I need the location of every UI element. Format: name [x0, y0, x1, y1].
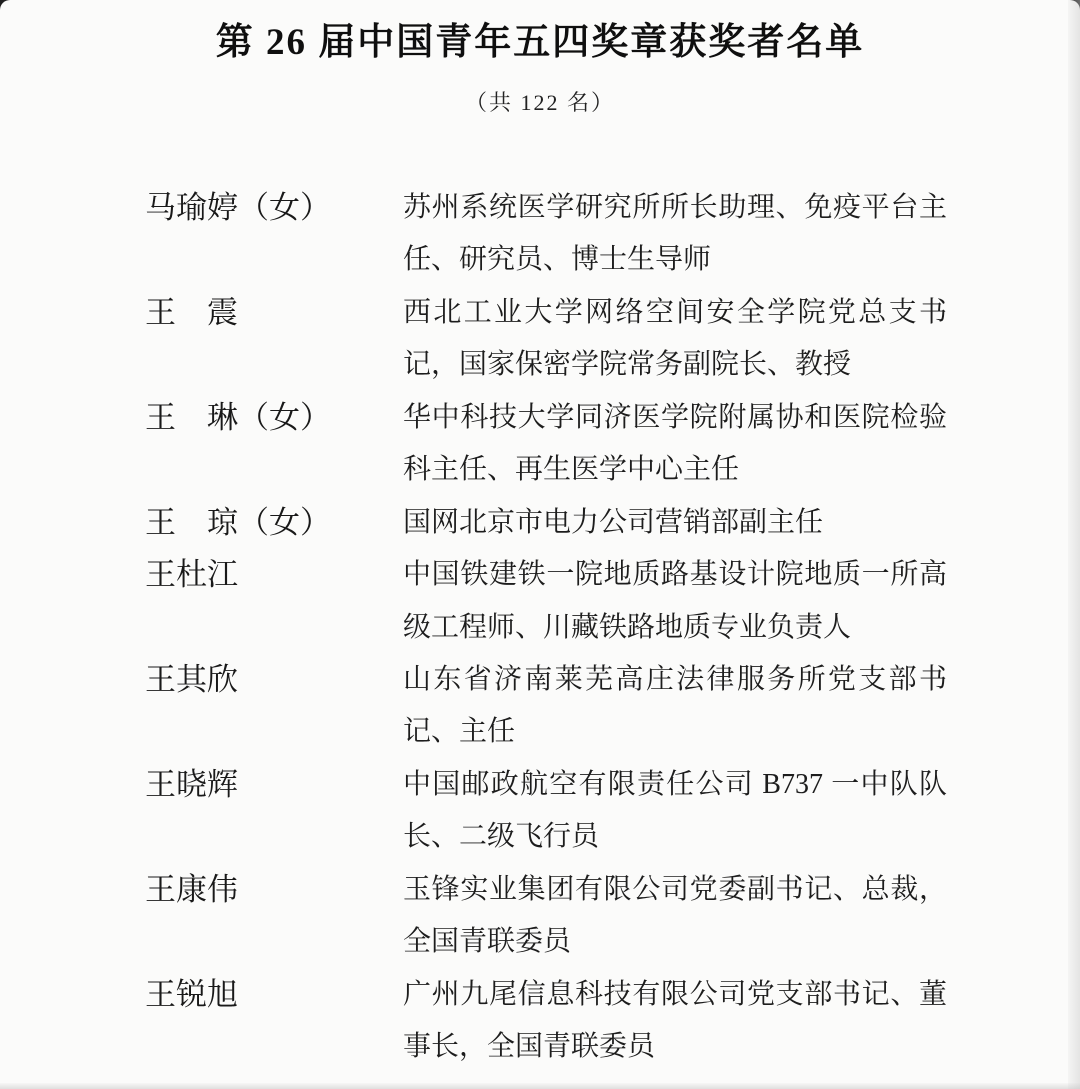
winner-description [403, 287, 947, 392]
winner-description-line: 山东省济南莱芜高庄法律服务所党支部书 [403, 663, 947, 695]
winners-list [145, 182, 947, 1073]
winner-entry [145, 549, 947, 654]
winner-description [403, 969, 947, 1074]
page-title: 第 26 届中国青年五四奖章获奖者名单 [215, 22, 865, 63]
winner-entry [145, 969, 947, 1074]
winner-name: 王其欣 [145, 661, 238, 697]
winner-description-line: 长、二级飞行员 [403, 821, 600, 853]
winner-description-line: 事长，全国青联委员 [403, 1031, 656, 1063]
winner-description-line: 苏州系统医学研究所所长助理、免疫平台主 [403, 192, 947, 223]
winner-description-line: 玉锋实业集团有限公司党委副书记、总裁， [403, 873, 947, 905]
winner-description [403, 864, 947, 969]
scan-edge-bottom [0, 1083, 1080, 1089]
winner-entry [145, 654, 947, 759]
winner-name: 王康伟 [145, 871, 238, 907]
winner-name: 王晓辉 [145, 766, 238, 802]
winner-entry [145, 392, 947, 497]
winner-description-line: 中国邮政航空有限责任公司 B737 一中队队 [403, 768, 947, 800]
winner-name: 王 琳（女） [145, 399, 331, 435]
winner-name: 王 琼（女） [145, 504, 331, 540]
winner-description [403, 654, 947, 759]
winner-description [403, 182, 947, 287]
winner-description-line: 全国青联委员 [403, 926, 572, 958]
winner-description-line: 国网北京市电力公司营销部副主任 [403, 506, 824, 538]
winner-description [403, 759, 947, 864]
subtitle-count: （共 122 名） [464, 90, 615, 115]
winner-name: 王杜江 [145, 557, 238, 593]
winner-description-line: 记，国家保密学院常务副院长、教授 [403, 349, 852, 381]
winner-name: 马瑜婷（女） [145, 190, 331, 225]
winner-entry [145, 864, 947, 969]
winner-description-line: 任、研究员、博士生导师 [403, 244, 712, 276]
winner-entry [145, 759, 947, 864]
winner-description-line: 西北工业大学网络空间安全学院党总支书 [403, 296, 947, 328]
winner-description-line: 广州九尾信息科技有限公司党支部书记、董 [403, 978, 947, 1010]
winner-entry [145, 182, 947, 287]
winner-description-line: 级工程师、川藏铁路地质专业负责人 [403, 611, 852, 643]
winner-description [403, 392, 947, 497]
winner-description-line: 中国铁建铁一院地质路基设计院地质一所高 [403, 559, 947, 591]
winner-description [403, 497, 947, 549]
winner-description-line: 记、主任 [403, 716, 516, 748]
winner-description-line: 科主任、再生医学中心主任 [403, 454, 740, 486]
winner-name: 王 震 [145, 294, 238, 330]
winner-name: 王锐旭 [145, 976, 238, 1012]
scan-edge-right [1068, 0, 1080, 1089]
winner-entry [145, 287, 947, 392]
winner-description-line: 华中科技大学同济医学院附属协和医院检验 [403, 401, 947, 433]
winner-description [403, 549, 947, 654]
winner-entry [145, 497, 947, 549]
